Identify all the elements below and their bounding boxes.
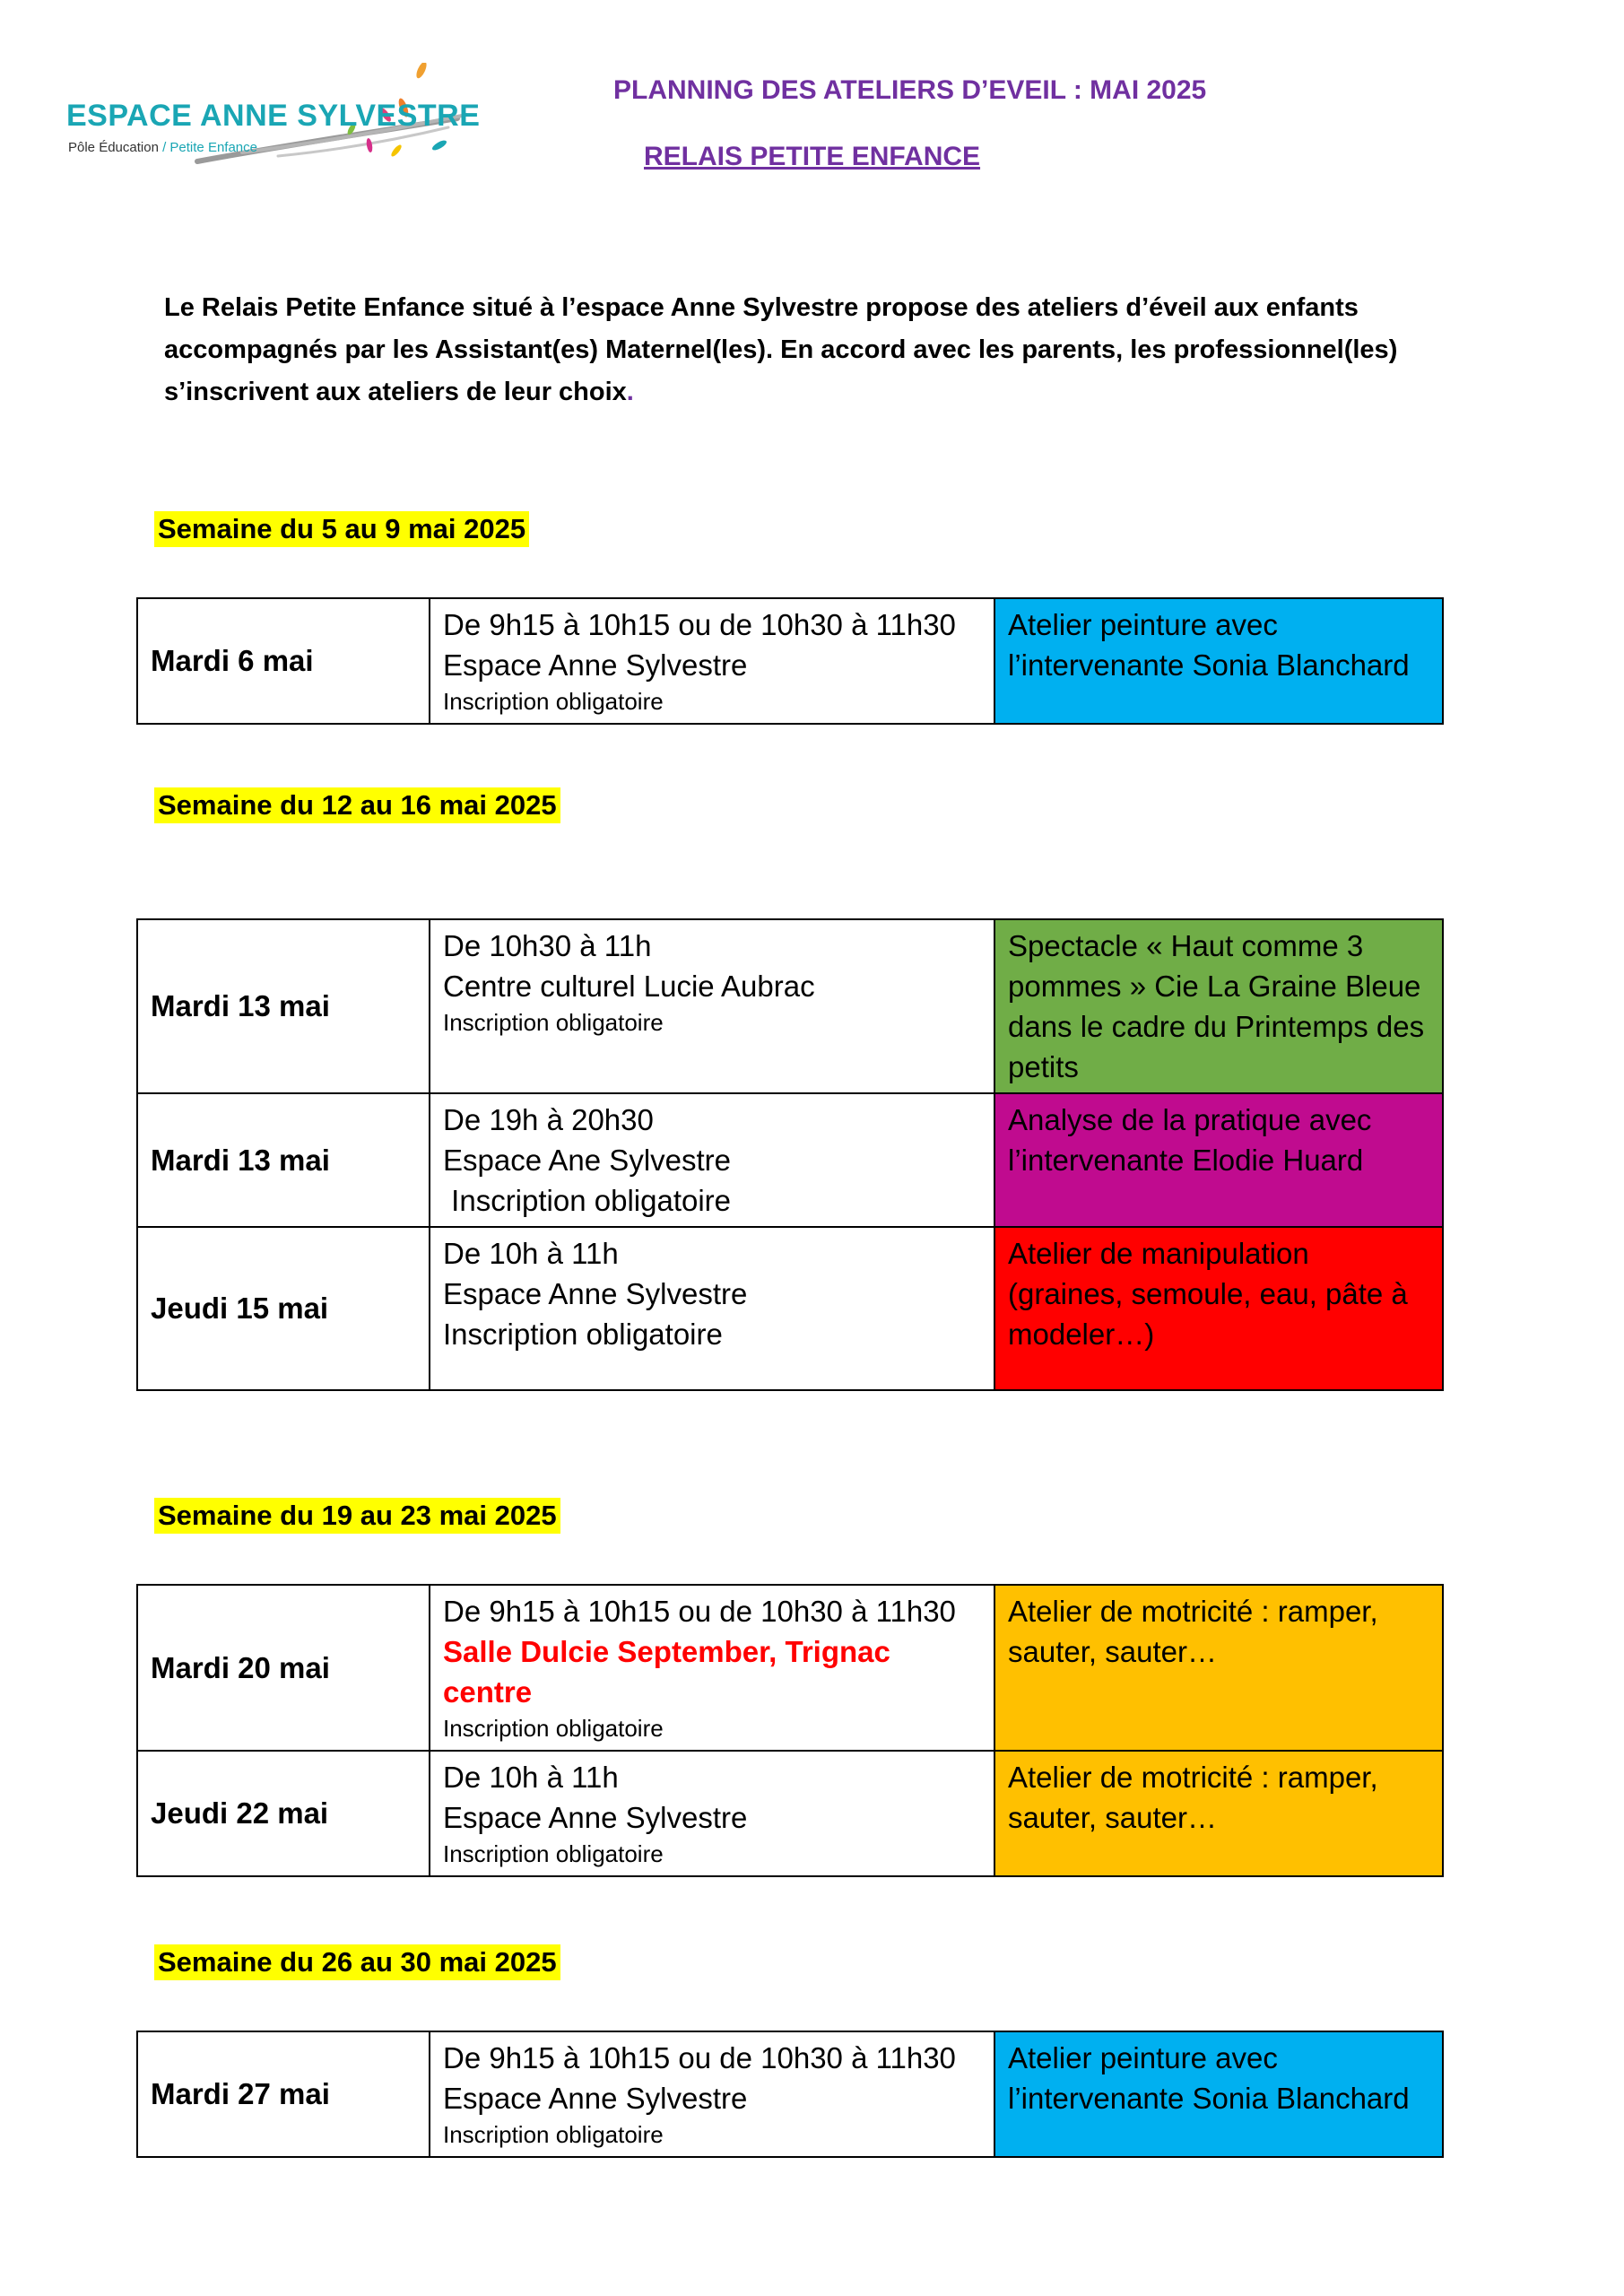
- activity-cell: Atelier peinture avec l’intervenante Sonia Blanchard: [994, 598, 1443, 724]
- time-text: De 9h15 à 10h15 ou de 10h30 à 11h30: [443, 608, 956, 641]
- day-cell: Jeudi 22 mai: [137, 1751, 430, 1876]
- table-row: [137, 1227, 1443, 1390]
- schedule-table: [136, 1584, 1444, 1877]
- activity-cell: Spectacle « Haut comme 3 pommes » Cie La Graine Bleue dans le cadre du Printemps des petits: [994, 919, 1443, 1093]
- note-text: Inscription obligatoire: [443, 1715, 664, 1742]
- info-cell: [430, 1093, 994, 1227]
- info-cell: [430, 1751, 994, 1876]
- time-text: De 10h à 11h: [443, 1761, 619, 1794]
- place-text: Centre culturel Lucie Aubrac: [443, 970, 815, 1003]
- place-text: Espace Ane Sylvestre: [443, 1144, 732, 1177]
- logo-subtitle-part2: Petite Enfance: [169, 140, 257, 155]
- day-cell: Mardi 27 mai: [137, 2031, 430, 2157]
- day-cell: Mardi 20 mai: [137, 1585, 430, 1751]
- schedule-table: [136, 597, 1444, 725]
- note-text: Inscription obligatoire: [443, 2121, 664, 2148]
- activity-cell: Atelier de manipulation (graines, semoule, eau, pâte à modeler…): [994, 1227, 1443, 1390]
- info-cell: [430, 1585, 994, 1751]
- activity-cell: Atelier de motricité : ramper, sauter, sauter…: [994, 1751, 1443, 1876]
- place-text: Espace Anne Sylvestre: [443, 2082, 748, 2115]
- info-cell: [430, 919, 994, 1093]
- activity-cell: Atelier peinture avec l’intervenante Sonia Blanchard: [994, 2031, 1443, 2157]
- page-subtitle: RELAIS PETITE ENFANCE: [644, 142, 981, 171]
- week-label: Semaine du 5 au 9 mai 2025: [154, 511, 529, 547]
- logo: [63, 63, 481, 170]
- day-cell: Mardi 13 mai: [137, 919, 430, 1093]
- logo-title: ESPACE ANNE SYLVESTRE: [66, 99, 481, 133]
- activity-cell: Atelier de motricité : ramper, sauter, sauter…: [994, 1585, 1443, 1751]
- logo-subtitle-separator: /: [162, 140, 167, 155]
- note-text: Inscription obligatoire: [443, 1318, 723, 1351]
- info-cell: [430, 2031, 994, 2157]
- intro-dot: .: [626, 378, 634, 406]
- schedule-table: [136, 2031, 1444, 2158]
- place-text: Espace Anne Sylvestre: [443, 1277, 748, 1310]
- info-cell: [430, 598, 994, 724]
- week-label: Semaine du 19 au 23 mai 2025: [154, 1498, 560, 1534]
- day-cell: Jeudi 15 mai: [137, 1227, 430, 1390]
- note-text: Inscription obligatoire: [443, 688, 664, 715]
- time-text: De 9h15 à 10h15 ou de 10h30 à 11h30: [443, 2041, 956, 2074]
- place-text: Espace Anne Sylvestre: [443, 1801, 748, 1834]
- table-row: [137, 919, 1443, 1093]
- week-label: Semaine du 26 au 30 mai 2025: [154, 1944, 560, 1980]
- note-text: Inscription obligatoire: [443, 1009, 664, 1036]
- time-text: De 9h15 à 10h15 ou de 10h30 à 11h30: [443, 1595, 956, 1628]
- info-cell: [430, 1227, 994, 1390]
- day-cell: Mardi 13 mai: [137, 1093, 430, 1227]
- time-text: De 10h à 11h: [443, 1237, 619, 1270]
- place-text: Salle Dulcie September, Trignac centre: [443, 1635, 890, 1709]
- table-row: [137, 1093, 1443, 1227]
- week-label: Semaine du 12 au 16 mai 2025: [154, 787, 560, 823]
- logo-subtitle-part1: Pôle Éducation: [68, 140, 159, 155]
- activity-cell: Analyse de la pratique avec l’intervenante Elodie Huard: [994, 1093, 1443, 1227]
- time-text: De 10h30 à 11h: [443, 929, 652, 962]
- intro-text: Le Relais Petite Enfance situé à l’espace Anne Sylvestre propose des ateliers d’éveil aux enfants accompagnés par les Assistant(es) Maternel(les). En accord avec les parents, les professionnel(les) s’inscrivent aux ateliers de leur choix: [164, 293, 1398, 406]
- schedule-table: [136, 918, 1444, 1391]
- time-text: De 19h à 20h30: [443, 1103, 654, 1136]
- day-cell: Mardi 6 mai: [137, 598, 430, 724]
- table-row: [137, 2031, 1443, 2157]
- table-row: [137, 598, 1443, 724]
- table-row: [137, 1751, 1443, 1876]
- page-title: PLANNING DES ATELIERS D’EVEIL : MAI 2025: [613, 75, 1207, 105]
- table-row: [137, 1585, 1443, 1751]
- note-text: Inscription obligatoire: [443, 1184, 732, 1217]
- intro-paragraph: [164, 287, 1473, 413]
- note-text: Inscription obligatoire: [443, 1840, 664, 1867]
- place-text: Espace Anne Sylvestre: [443, 648, 748, 682]
- logo-subtitle: [68, 140, 257, 155]
